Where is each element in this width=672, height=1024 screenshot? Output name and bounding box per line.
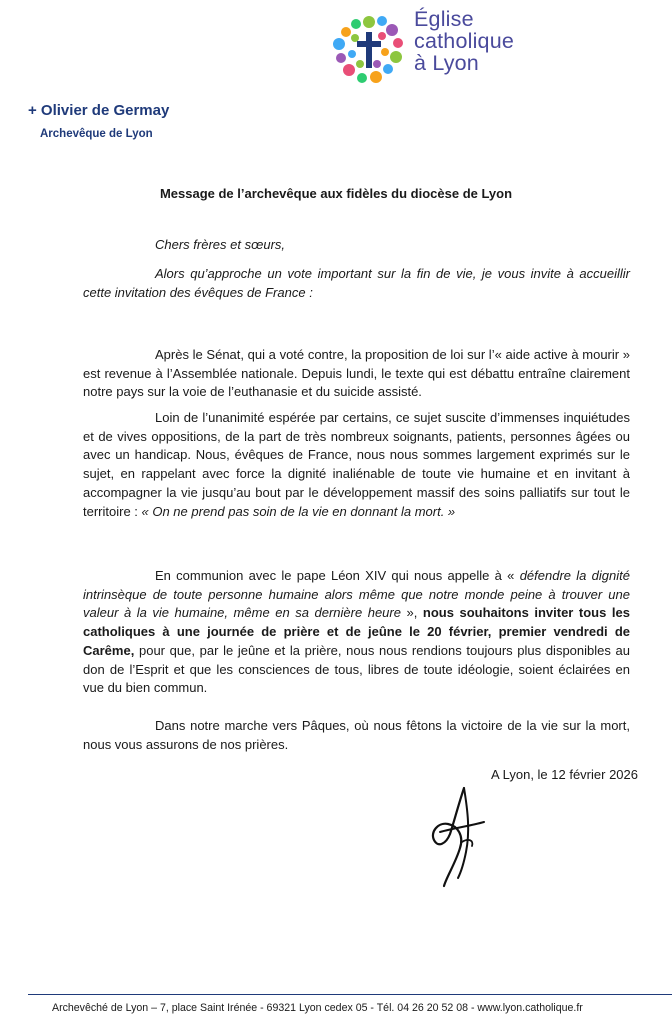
sender-name: + Olivier de Germay [28,102,170,119]
place-date: A Lyon, le 12 février 2026 [491,767,638,782]
prayer-fasting-invitation: nous souhaitons inviter tous les catholiques à une journée de prière et de jeûne le 20 février, premier vendredi de Carême, [83,605,630,658]
pope-quote: défendre la dignité intrinsèque de toute personne humaine alors même que notre monde peine à trouver une valeur à la vie humaine, même en sa dernière heure [83,568,630,621]
paragraph-2 [83,409,630,521]
sender-block [28,102,169,140]
paragraph-2-quote: « On ne prend pas soin de la vie en donnant la mort. » [141,503,456,519]
paragraph-3-close: », [400,605,423,621]
paragraph-1-text: Après le Sénat, qui a voté contre, la proposition de loi sur l’« aide active à mourir » est revenue à l’Assemblée nationale. Depuis lundi, le texte qui est débattu entraîne clairement notre pays sur la voie de l’euthanasie et du suicide assisté. [83,347,630,400]
greeting-text: Chers frères et sœurs, [155,237,286,252]
diocese-logo [330,8,570,88]
footer-divider [28,994,672,995]
intro-text: Alors qu’approche un vote important sur la fin de vie, je vous invite à accueillir cette invitation des évêques de France : [83,266,630,300]
footer-address: Archevêché de Lyon – 7, place Saint Irénée - 69321 Lyon cedex 05 - Tél. 04 26 20 52 08 - www.lyon.catholique.fr [52,1002,583,1014]
paragraph-3-lead: En communion avec le pape Léon XIV qui nous appelle à « [155,568,520,583]
flower-cross-logo [330,12,408,88]
paragraph-1 [83,346,630,402]
logo-line-3: à Lyon [414,51,479,75]
intro-paragraph [83,265,630,302]
handwritten-signature [424,782,494,892]
paragraph-3-rest: pour que, par le jeûne et la prière, nous nous rendions toujours plus disponibles au don de l’Esprit et que les consciences de tous, libres de toute idéologie, soient éclairées en vue du bien commun. [83,642,630,696]
paragraph-4 [83,717,630,754]
paragraph-3 [83,567,630,698]
paragraph-4-text: Dans notre marche vers Pâques, où nous fêtons la victoire de la vie sur la mort, nous vous assurons de nos prières. [83,718,630,752]
logo-line-1: Église [414,7,474,31]
logo-wordmark [414,8,514,74]
sender-role: Archevêque de Lyon [40,128,153,140]
letter-title: Message de l’archevêque aux fidèles du diocèse de Lyon [159,186,513,201]
logo-line-2: catholique [414,29,515,53]
paragraph-2-text: Loin de l’unanimité espérée par certains, ce sujet suscite d’immenses inquiétudes et de vives oppositions, de la part de très nombreux soignants, patients, personnes âgées ou avec un handicap. Nous, évêques de France, nous nous sommes largement exprimés sur le sujet, en rappelant avec force la dignité inaliénable de toute vie humaine et en invitant à accompagner la vie jusqu’au bout par le développement massif des soins palliatifs sur tout le territoire : [83,410,630,519]
greeting [83,236,630,255]
